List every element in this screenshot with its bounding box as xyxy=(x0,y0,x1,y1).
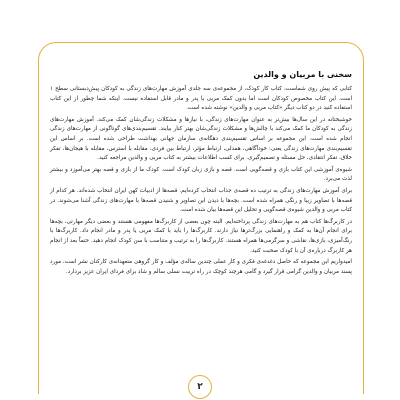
page-number: ۲ xyxy=(197,382,203,392)
document-page xyxy=(50,52,352,392)
page-number-badge xyxy=(188,375,212,399)
paragraph-6: امیدواریم این مجموعه که حاصل دغدغه‌ی فکری و کار عملی چندین ساله‌ی مؤلف و کار گروهی متعهدانه‌ی کارکنان نشر است، مورد پسند مربیان و والدین گرامی قرار گیرد و گامی هرچند کوچک در راه تربیت نسلی سالم و شاد برای فردای ایران عزیز بردارد. xyxy=(50,259,352,275)
paragraph-5: در کاربرگ‌ها کتاب هم به مهارت‌های زندگی پرداخته‌ایم. البته چون بعضی از کاربرگ‌ها مفهومی هستند و بعضی دیگر مهارتی، بچه‌ها برای انجام آن‌ها به کمک و راهنمایی بزرگ‌ترها نیاز دارند. کاربرگ‌ها را باید با کمک مربی یا پدر و مادر انجام داد. کاربرگ‌ها با رنگ‌آمیزی، بازی‌ها، نقاشی و سرگرمی‌ها همراه هستند. کاربرگ‌ها را به ترتیب و متناسب با سن کودک انجام دهید. حتماً بعد از انجام هر کاربرگ درباره‌ی آن با کودک صحبت کنید. xyxy=(50,218,352,254)
paragraph-4: برای آموزش مهارت‌های زندگی به ترتیب ده قصه‌ی جذاب انتخاب کرده‌ایم. قصه‌ها از ادبیات کهن ایران انتخاب شده‌اند. هر کدام از قصه‌ها با تصاویر زیبا و رنگی همراه شده است. بچه‌ها با دیدن این تصاویر و شنیدن قصه‌ها با مهارت‌های زندگی آشنا می‌شوند. در کتاب مربی و والدین شیوه‌ی قصه‌گویی و تحلیل این قصه‌ها بیان شده است. xyxy=(50,187,352,214)
paragraph-2: خوشبختانه در این سال‌ها بیش‌تر به عنوان مهارت‌های زندگی، با نیازها و مشکلات زندگی‌شان کمک می‌کند. آموزش مهارت‌های زندگی به کودکان ما کمک می‌کند با چالش‌ها و مشکلات زندگی‌شان بهتر کنار بیایند. تقسیم‌بندی‌های گوناگونی از مهارت‌های زندگی انجام شده است. این مجموعه بر اساس تقسیم‌بندی دهگانه‌ی سازمان جهانی بهداشت طراحی شده است. بر اساس این تقسیم‌بندی مهارت‌های زندگی یعنی: خودآگاهی، همدلی، ارتباط مؤثر، ارتباط بین فردی، مقابله با استرس، مقابله با هیجان‌ها، تفکر خلاق، تفکر انتقادی، حل مسئله و تصمیم‌گیری. برای کسب اطلاعات بیشتر به کتاب مربی و والدین مراجعه کنید. xyxy=(50,116,352,162)
paragraph-1: کتابی که پیش روی شماست، کتاب کار کودک، از مجموعه‌ی سه جلدی آموزش مهارت‌های زندگی به کودکان پیش‌دبستانی سطح ۱ است. این کتاب مخصوص کودکان است اما بدون کمک مربی یا پدر و مادر قابل استفاده نیست. اینکه شما چطور از این کتاب استفاده کنید در دو کتاب دیگر «کتاب مربی و والدین» نوشته شده است. xyxy=(50,86,352,112)
paragraph-3: شیوه‌ی آموزشی این کتاب بازی و قصه‌گویی است. قصه و بازی زبان کودک است. کودک ما از بازی و قصه بهتر می‌آموزد و بیشتر لذت می‌برد. xyxy=(50,166,352,183)
section-heading: سخنی با مربیان و والدین xyxy=(253,70,352,79)
